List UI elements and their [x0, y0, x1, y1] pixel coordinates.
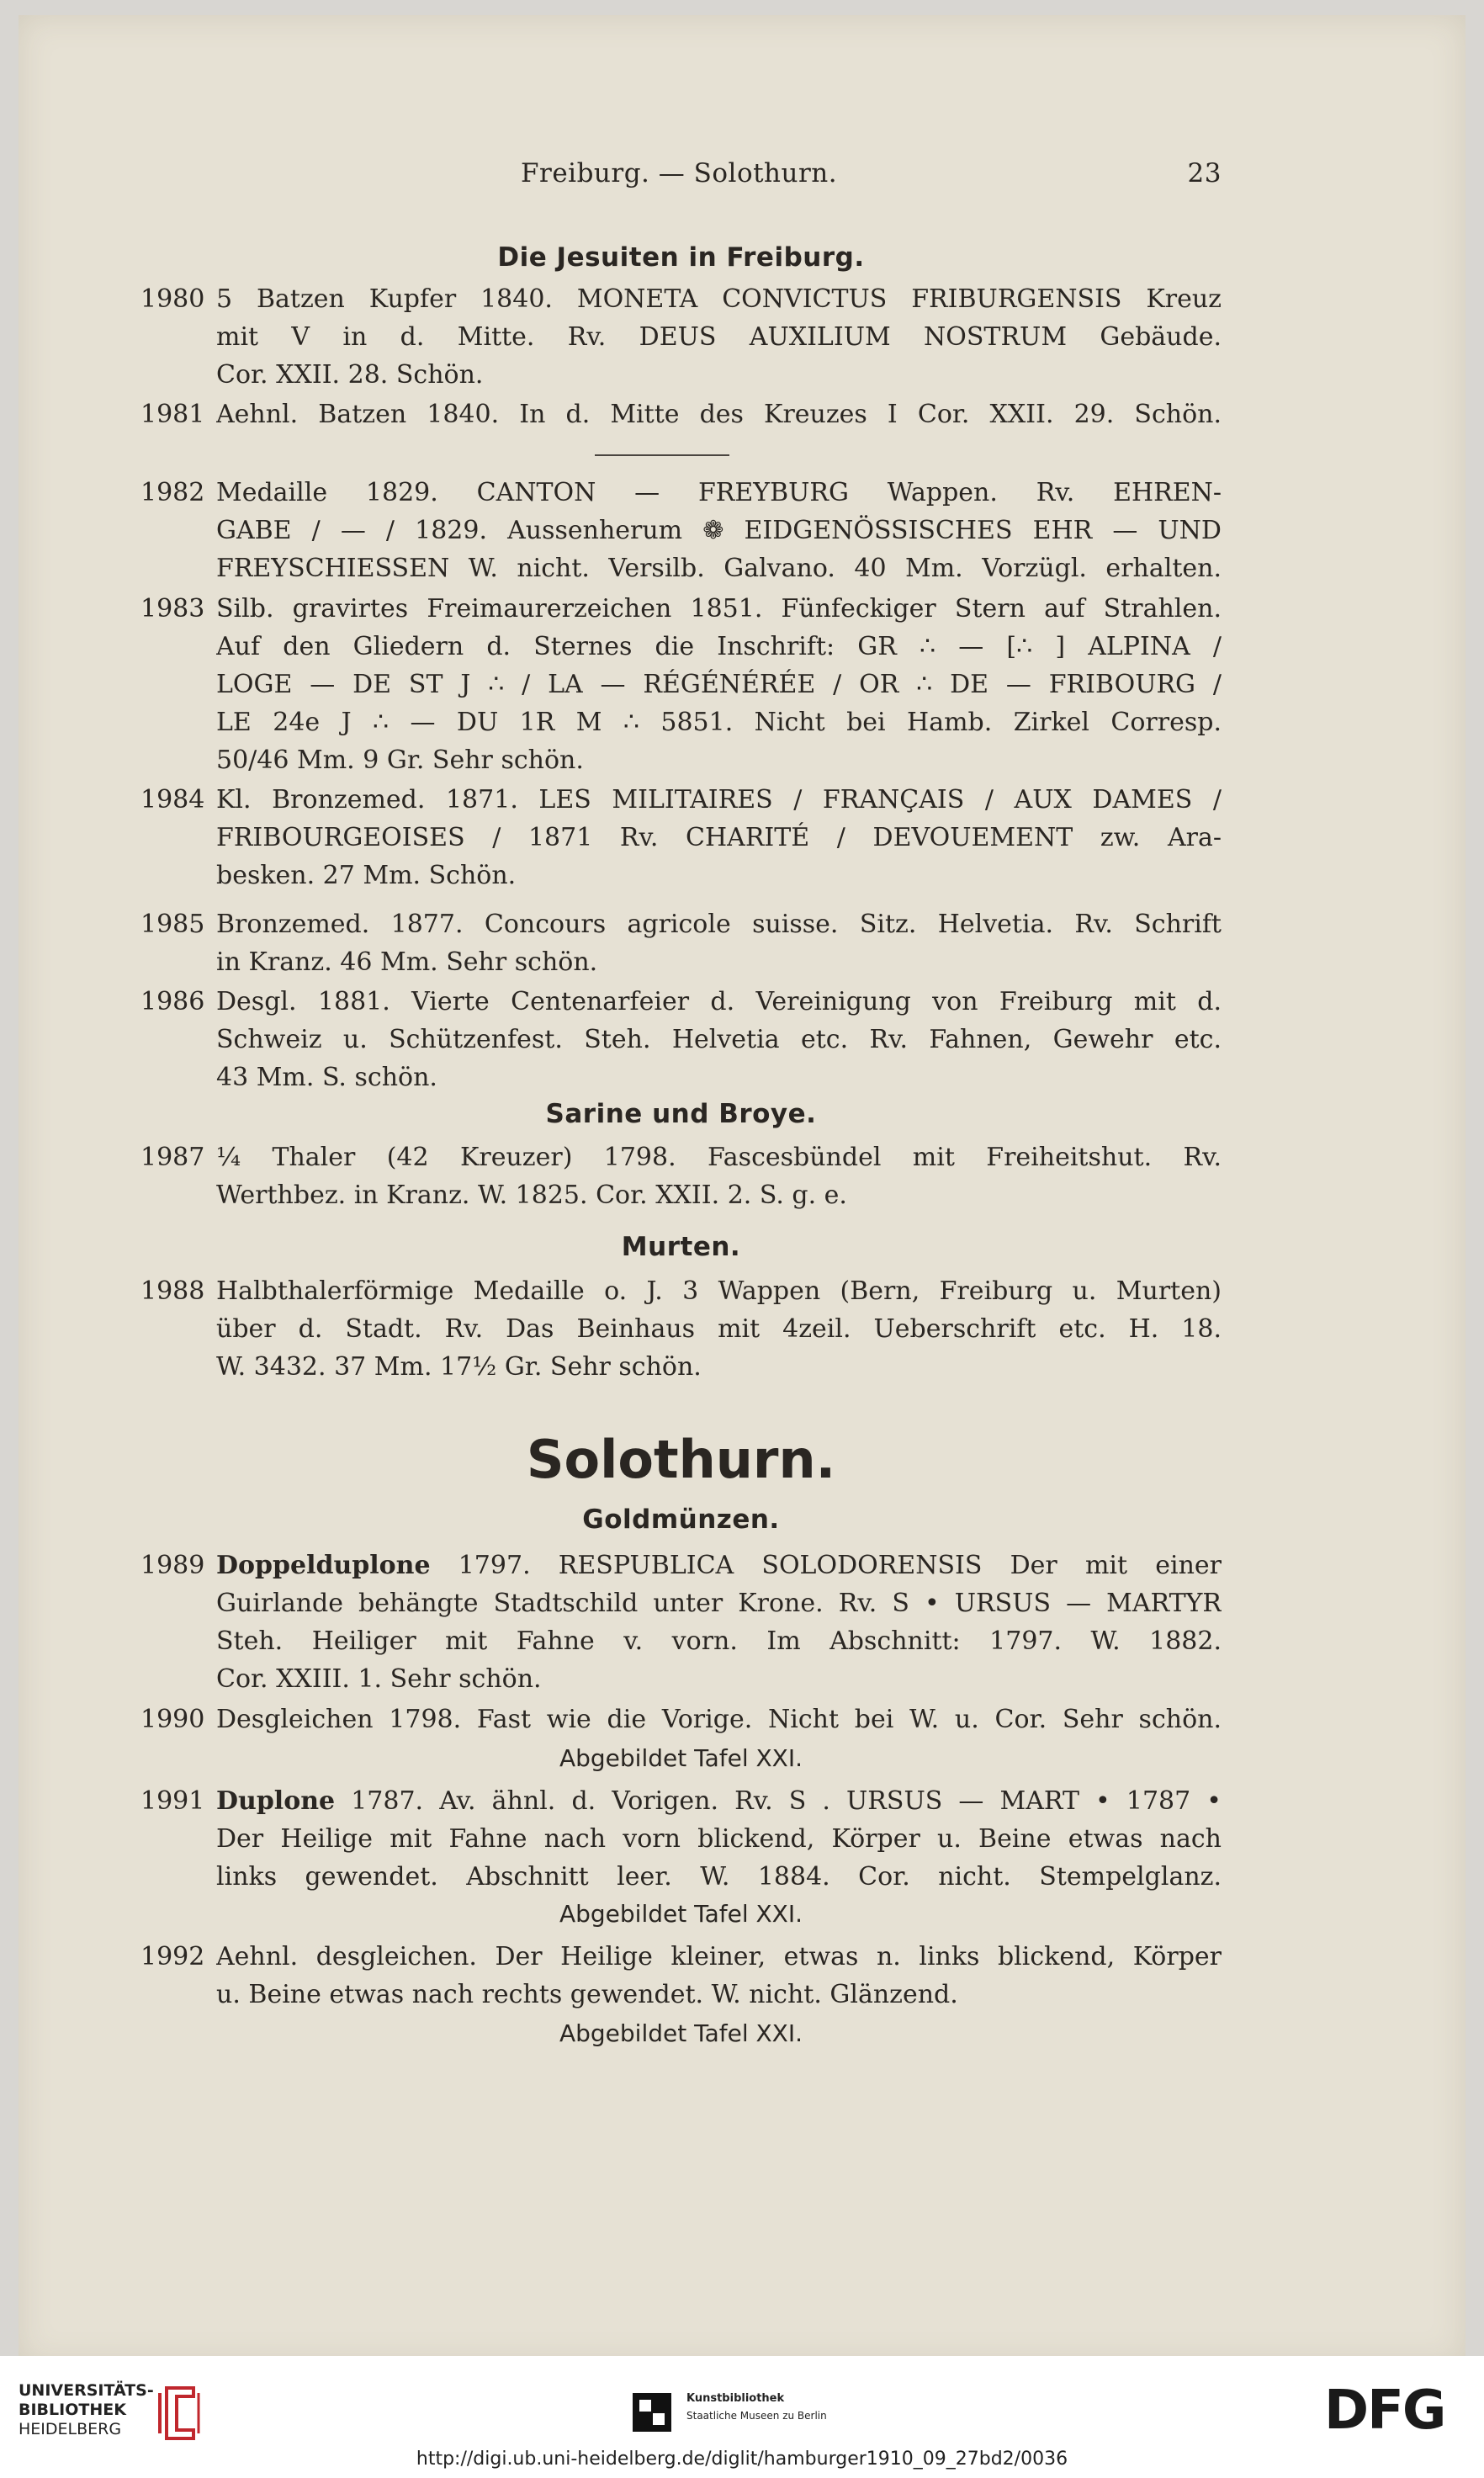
entry-1982	[140, 474, 1222, 587]
entry-1992	[140, 1938, 1222, 2014]
entry-line: in Kranz. 46 Mm. Sehr schön.	[216, 947, 598, 977]
entry-number: 1986	[140, 987, 205, 1016]
kunstbibliothek-icon	[633, 2393, 671, 2432]
entry-line	[216, 1782, 1222, 1820]
coin-name: Doppelduplone	[216, 1551, 431, 1580]
entry-1989	[140, 1547, 1222, 1698]
section-heading-goldmuenzen: Goldmünzen.	[582, 1504, 780, 1535]
book-page	[19, 15, 1465, 2364]
entry-line: LOGE — DE ST J ∴ / LA — RÉGÉNÉRÉE / OR ∴ DE — FRIBOURG /	[216, 670, 1222, 699]
dfg-logo[interactable]: DFG	[1324, 2380, 1445, 2442]
entry-number: 1985	[140, 910, 205, 939]
ub-line: HEIDELBERG	[19, 2420, 122, 2438]
entry-line: Cor. XXII. 28. Schön.	[216, 360, 484, 390]
entry-number: 1982	[140, 478, 205, 507]
entry-line: Guirlande behängte Stadtschild unter Krone. Rv. S • URSUS — MARTYR	[216, 1589, 1222, 1618]
entry-1981	[140, 395, 1222, 433]
entry-line	[216, 1547, 1222, 1584]
entry-line: Werthbez. in Kranz. W. 1825. Cor. XXII. 2. S. g. e.	[216, 1181, 847, 1210]
entry-1985	[140, 905, 1222, 981]
entry-line: 43 Mm. S. schön.	[216, 1063, 437, 1092]
entry-line: FRIBOURGEOISES / 1871 Rv. CHARITÉ / DEVOUEMENT zw. Ara-	[216, 823, 1222, 852]
entry-line: Aehnl. desgleichen. Der Heilige kleiner, etwas n. links blickend, Körper	[216, 1942, 1222, 1971]
entry-number: 1987	[140, 1143, 205, 1172]
entry-number: 1984	[140, 785, 205, 815]
entry-number: 1991	[140, 1786, 205, 1816]
entry-line: Halbthalerförmige Medaille o. J. 3 Wappen (Bern, Freiburg u. Murten)	[216, 1276, 1222, 1306]
plate-note: Abgebildet Tafel XXI.	[559, 1744, 803, 1772]
section-heading-jesuiten: Die Jesuiten in Freiburg.	[497, 242, 865, 273]
running-head-title: Freiburg. — Solothurn.	[521, 158, 838, 188]
entry-number: 1981	[140, 400, 205, 429]
entry-line: FREYSCHIESSEN W. nicht. Versilb. Galvano. 40 Mm. Vorzügl. erhalten.	[216, 554, 1222, 583]
digitization-footer	[0, 2356, 1484, 2478]
entry-line: LE 24e J ∴ — DU 1R M ∴ 5851. Nicht bei Hamb. Zirkel Corresp.	[216, 708, 1222, 737]
entry-1980	[140, 280, 1222, 394]
plate-note: Abgebildet Tafel XXI.	[559, 1900, 803, 1928]
entry-1987	[140, 1138, 1222, 1214]
entry-number: 1988	[140, 1276, 205, 1306]
entry-line: Desgleichen 1798. Fast wie die Vorige. Nicht bei W. u. Cor. Sehr schön.	[216, 1705, 1222, 1734]
entry-1990	[140, 1701, 1222, 1738]
entry-1988	[140, 1272, 1222, 1386]
ub-heidelberg-logo[interactable]	[19, 2381, 212, 2440]
entry-line: GABE / — / 1829. Aussenherum ❁ EIDGENÖSSISCHES EHR — UND	[216, 516, 1222, 545]
kunstbibliothek-logo[interactable]	[633, 2390, 843, 2432]
entry-line: besken. 27 Mm. Schön.	[216, 861, 517, 890]
entry-line: Aehnl. Batzen 1840. In d. Mitte des Kreuzes I Cor. XXII. 29. Schön.	[216, 400, 1222, 429]
entry-line: Medaille 1829. CANTON — FREYBURG Wappen. Rv. EHREN-	[216, 478, 1222, 507]
entry-line: Schweiz u. Schützenfest. Steh. Helvetia etc. Rv. Fahnen, Gewehr etc.	[216, 1025, 1222, 1054]
entry-line-rest: 1787. Av. ähnl. d. Vorigen. Rv. S . URSUS — MART • 1787 •	[335, 1786, 1222, 1816]
entry-line: W. 3432. 37 Mm. 17½ Gr. Sehr schön.	[216, 1352, 702, 1382]
permalink-url[interactable]: http://digi.ub.uni-heidelberg.de/diglit/hamburger1910_09_27bd2/0036	[416, 2449, 1068, 2470]
entry-line: Silb. gravirtes Freimaurerzeichen 1851. Fünfeckiger Stern auf Strahlen.	[216, 594, 1222, 623]
entry-number: 1992	[140, 1942, 205, 1971]
entry-line: Desgl. 1881. Vierte Centenarfeier d. Vereinigung von Freiburg mit d.	[216, 987, 1222, 1016]
entry-1991	[140, 1782, 1222, 1896]
section-heading-sarine: Sarine und Broye.	[545, 1099, 817, 1129]
entry-line: Kl. Bronzemed. 1871. LES MILITAIRES / FRANÇAIS / AUX DAMES /	[216, 785, 1222, 815]
plate-note: Abgebildet Tafel XXI.	[559, 2019, 803, 2047]
entry-line: ¼ Thaler (42 Kreuzer) 1798. Fascesbündel mit Freiheitshut. Rv.	[216, 1143, 1222, 1172]
entry-1983	[140, 590, 1222, 779]
ub-line: UNIVERSITÄTS-	[19, 2381, 154, 2400]
ub-bracket-icon	[143, 2385, 219, 2442]
entry-line: mit V in d. Mitte. Rv. DEUS AUXILIUM NOSTRUM Gebäude.	[216, 322, 1222, 352]
section-divider	[595, 454, 729, 456]
main-heading-solothurn: Solothurn.	[526, 1429, 836, 1490]
section-heading-murten: Murten.	[621, 1232, 741, 1262]
entry-line: über d. Stadt. Rv. Das Beinhaus mit 4zeil. Ueberschrift etc. H. 18.	[216, 1314, 1222, 1344]
coin-name: Duplone	[216, 1786, 336, 1816]
entry-line: u. Beine etwas nach rechts gewendet. W. nicht. Glänzend.	[216, 1980, 958, 2009]
entry-line: 50/46 Mm. 9 Gr. Sehr schön.	[216, 746, 584, 775]
kb-line: Kunstbibliothek	[686, 2392, 785, 2405]
entry-line: Steh. Heiliger mit Fahne v. vorn. Im Abschnitt: 1797. W. 1882.	[216, 1626, 1222, 1656]
entry-1986	[140, 983, 1222, 1096]
entry-line: Cor. XXIII. 1. Sehr schön.	[216, 1664, 542, 1694]
entry-number: 1983	[140, 594, 205, 623]
entry-number: 1989	[140, 1551, 205, 1580]
ub-line: BIBLIOTHEK	[19, 2401, 126, 2419]
entry-line: Bronzemed. 1877. Concours agricole suisse. Sitz. Helvetia. Rv. Schrift	[216, 910, 1222, 939]
entry-line: links gewendet. Abschnitt leer. W. 1884. Cor. nicht. Stempelglanz.	[216, 1862, 1222, 1892]
page-number: 23	[1187, 158, 1222, 188]
entry-number: 1980	[140, 284, 205, 314]
entry-number: 1990	[140, 1705, 205, 1734]
entry-1984	[140, 781, 1222, 894]
kunstbibliothek-text	[686, 2390, 827, 2424]
entry-line-rest: 1797. RESPUBLICA SOLODORENSIS Der mit einer	[430, 1551, 1222, 1580]
entry-line: Auf den Gliedern d. Sternes die Inschrift: GR ∴ — [∴ ] ALPINA /	[216, 632, 1222, 661]
entry-line: Der Heilige mit Fahne nach vorn blickend, Körper u. Beine etwas nach	[216, 1824, 1222, 1854]
kb-line: Staatliche Museen zu Berlin	[686, 2410, 827, 2422]
entry-line: 5 Batzen Kupfer 1840. MONETA CONVICTUS FRIBURGENSIS Kreuz	[216, 284, 1222, 314]
